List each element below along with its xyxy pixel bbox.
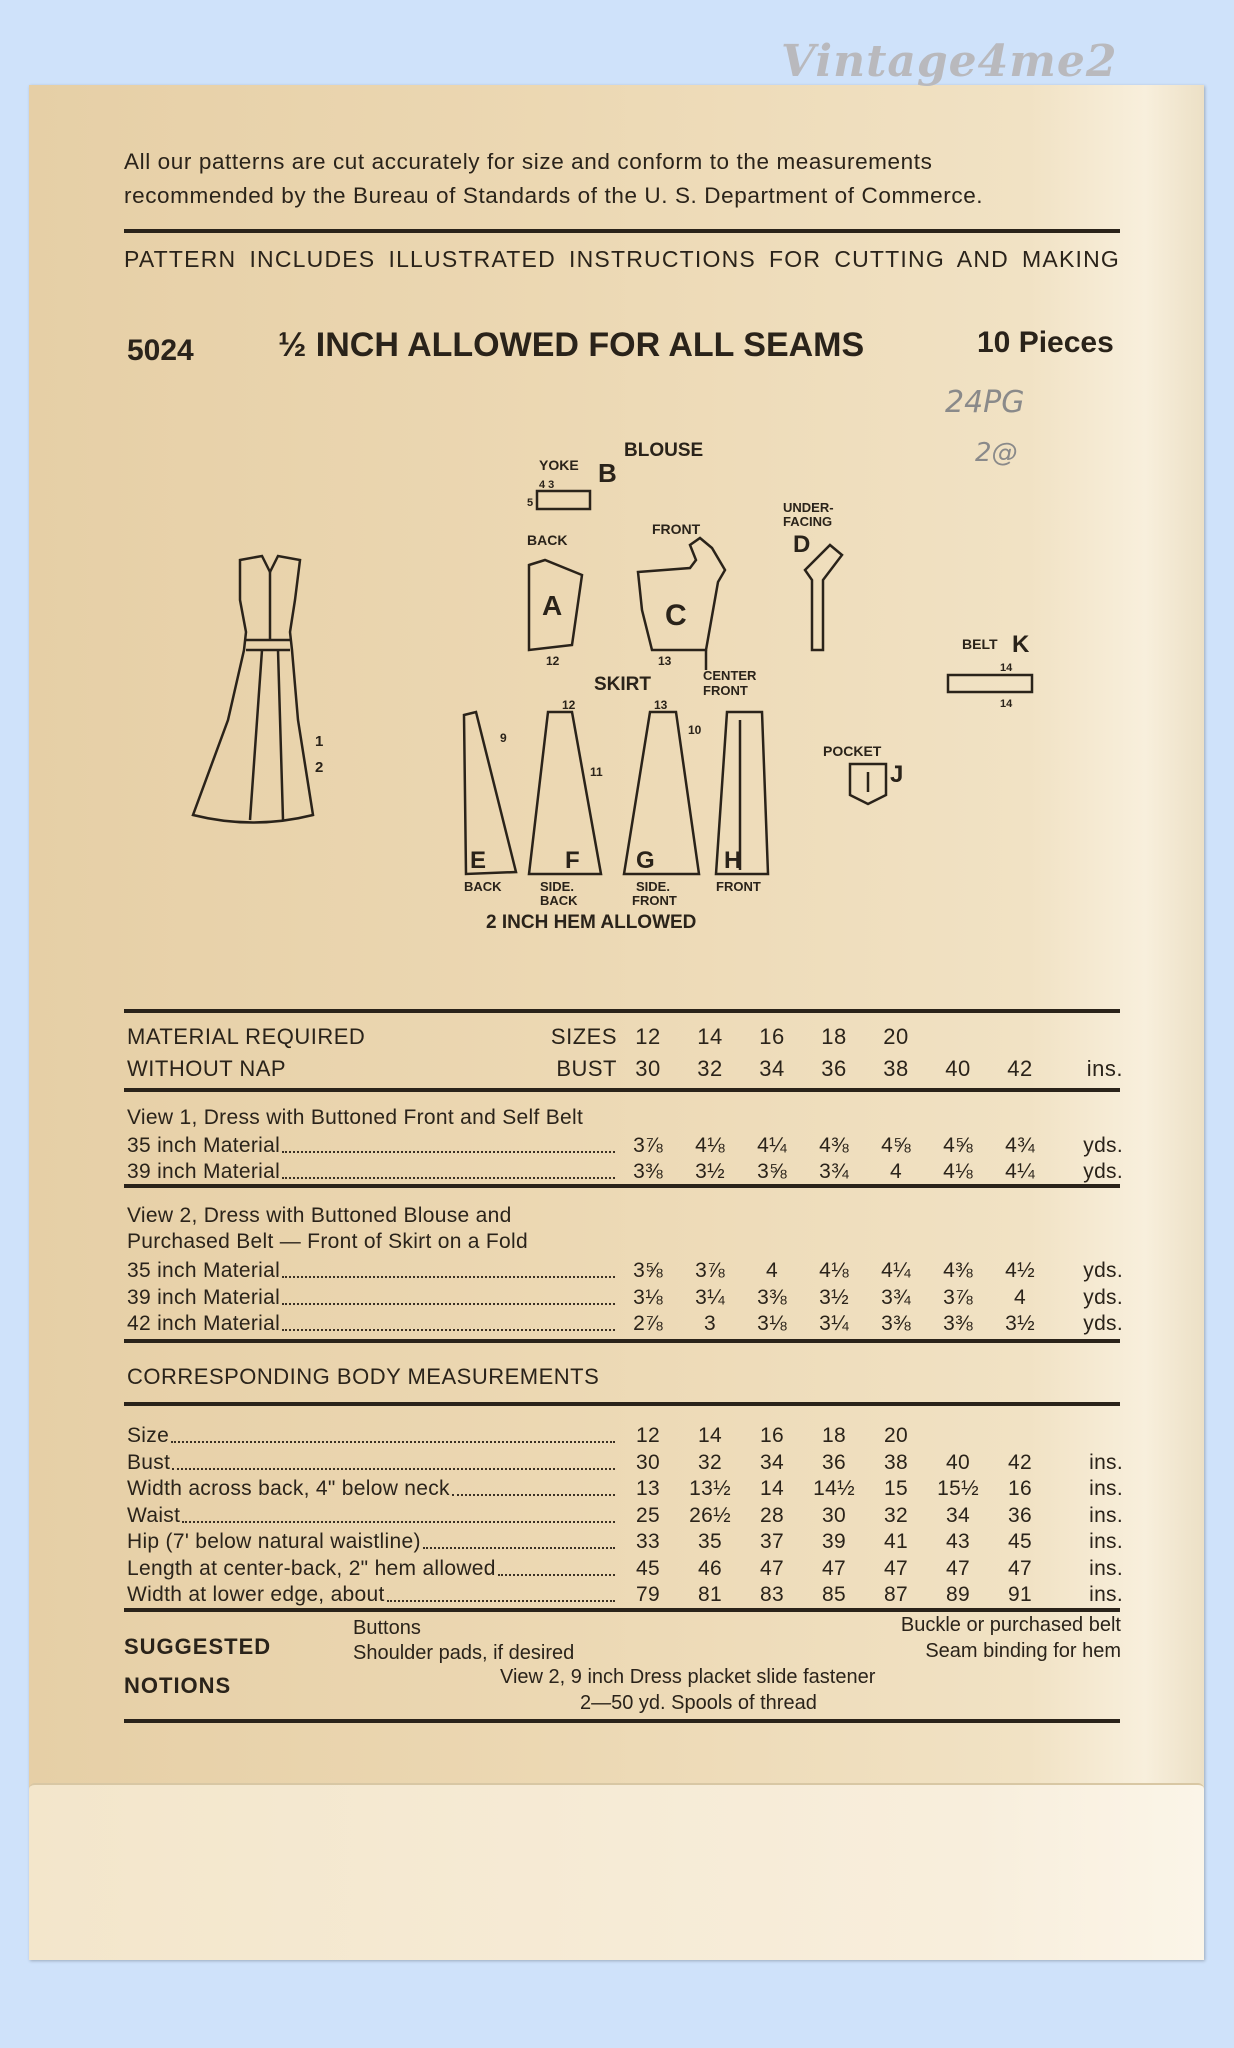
notch-number: 12: [546, 654, 560, 668]
leader-dots: [282, 1177, 615, 1179]
leader-dots: [423, 1547, 615, 1549]
piece-letter: J: [890, 761, 904, 788]
view-title: Purchased Belt — Front of Skirt on a Fold: [127, 1230, 528, 1253]
skirt-piece-label: FRONT: [632, 893, 677, 908]
value-cell: 42: [1008, 1450, 1032, 1474]
value-cell: 32: [884, 1503, 908, 1527]
piece-count: 10 Pieces: [977, 326, 1114, 359]
bust-header-row: WITHOUT NAP BUST 30 32 34 36 38 40 42 ins.: [127, 1056, 1123, 1081]
material-row: [127, 1158, 1123, 1184]
divider: [124, 1402, 1120, 1406]
leader-dots: [282, 1303, 615, 1305]
notion-item: Shoulder pads, if desired: [353, 1642, 575, 1664]
material-title: MATERIAL REQUIRED: [127, 1024, 366, 1049]
piece-letter: H: [724, 847, 742, 874]
measurement-row: [127, 1422, 1123, 1448]
value-cell: 81: [698, 1583, 722, 1606]
center-front-label: CENTER: [703, 668, 757, 683]
unit: ins.: [1089, 1477, 1123, 1500]
front-label: FRONT: [652, 521, 701, 537]
notion-item: Seam binding for hem: [925, 1640, 1121, 1662]
measurement-row: [127, 1581, 1123, 1607]
piece-letter: E: [470, 847, 487, 874]
notion-item: 2—50 yd. Spools of thread: [580, 1692, 817, 1714]
notch-number: 14: [1000, 662, 1013, 674]
value-cell: 33: [636, 1530, 660, 1553]
envelope-flap: [29, 1783, 1204, 1960]
underfacing-label: UNDER-: [783, 500, 834, 515]
divider: [124, 1184, 1120, 1188]
center-front-label: FRONT: [703, 683, 748, 698]
notion-item: View 2, 9 inch Dress placket slide fastener: [500, 1666, 876, 1688]
value-cell: 89: [946, 1583, 970, 1606]
sizes-label: SIZES: [550, 1024, 617, 1049]
row-label: Waist: [127, 1503, 181, 1527]
piece-letter: D: [793, 531, 811, 558]
value-cell: 4½: [1005, 1259, 1035, 1282]
underfacing-piece-d: [805, 545, 842, 650]
unit: ins.: [1089, 1503, 1123, 1527]
view-title: View 2, Dress with Buttoned Blouse and: [127, 1204, 512, 1227]
notch-number: 14: [1000, 698, 1013, 710]
piece-letter: C: [665, 599, 687, 632]
pocket-piece-j: [850, 764, 886, 804]
notch-number: 10: [688, 723, 702, 737]
material-row: [127, 1257, 1123, 1283]
pattern-number: 5024: [127, 334, 194, 367]
value-cell: 28: [760, 1503, 784, 1527]
value-cell: 4⅜: [943, 1259, 973, 1282]
value-cell: 39: [822, 1530, 846, 1553]
value-cell: 4¼: [1005, 1160, 1035, 1183]
pencil-note: 2@: [975, 438, 1018, 468]
unit: ins.: [1089, 1450, 1123, 1474]
notch-number: 9: [500, 731, 507, 745]
value-cell: 13½: [689, 1477, 731, 1500]
value-cell: 30: [636, 1450, 660, 1474]
back-label: BACK: [527, 532, 568, 548]
value-cell: 4¼: [757, 1134, 787, 1157]
divider: [124, 1339, 1120, 1343]
value-cell: 47: [884, 1556, 908, 1580]
underfacing-label: FACING: [783, 514, 833, 529]
pocket-label: POCKET: [823, 743, 882, 759]
measurement-row: [127, 1502, 1123, 1528]
unit: ins.: [1089, 1583, 1123, 1606]
divider: [124, 1088, 1120, 1092]
divider: [124, 1608, 1120, 1612]
view-title: View 1, Dress with Buttoned Front and Self Belt: [127, 1106, 584, 1129]
value-cell: 18: [822, 1424, 846, 1447]
value-cell: 4⅛: [943, 1160, 973, 1183]
value-cell: 3¾: [819, 1160, 849, 1183]
value-cell: 4⅝: [943, 1134, 973, 1157]
row-label: Width at lower edge, about: [127, 1583, 385, 1606]
value-cell: 14½: [813, 1477, 855, 1500]
material-row: [127, 1310, 1123, 1336]
piece-letter: B: [598, 458, 617, 488]
notions-title: NOTIONS: [124, 1673, 232, 1698]
value-cell: 79: [636, 1583, 660, 1606]
value-cell: 15: [884, 1477, 908, 1500]
yoke-label: YOKE: [539, 457, 579, 473]
sizes-header-row: MATERIAL REQUIRED SIZES 12 14 16 18 20: [127, 1024, 909, 1049]
unit: yds.: [1083, 1312, 1123, 1335]
front-piece-c: [638, 538, 725, 650]
watermark-logo: Vintage4me2: [781, 36, 1118, 87]
value-cell: 83: [760, 1583, 784, 1606]
value-cell: 45: [1008, 1530, 1032, 1553]
value-cell: 2⅞: [633, 1312, 663, 1335]
value-cell: 35: [698, 1530, 722, 1553]
intro-line-2: recommended by the Bureau of Standards of the U. S. Department of Commerce.: [124, 183, 984, 208]
value-cell: 4: [890, 1160, 902, 1183]
leader-dots: [387, 1600, 615, 1602]
value-cell: 32: [698, 1450, 722, 1474]
value-cell: 3½: [695, 1160, 725, 1183]
notch-number: 12: [562, 698, 576, 712]
value-cell: 3⅝: [633, 1259, 663, 1282]
skirt-piece-label: BACK: [464, 879, 502, 894]
leader-dots: [182, 1521, 615, 1523]
row-label: 35 inch Material: [127, 1134, 281, 1157]
row-label: Length at center-back, 2" hem allowed: [127, 1556, 496, 1580]
value-cell: 4: [1014, 1286, 1026, 1309]
piece-letter: A: [542, 590, 563, 621]
value-cell: 16: [1008, 1477, 1032, 1500]
notch-number: 11: [590, 765, 603, 779]
skirt-label: SKIRT: [594, 674, 651, 695]
value-cell: 14: [698, 1424, 722, 1447]
skirt-piece-label: BACK: [540, 893, 578, 908]
skirt-piece-label: FRONT: [716, 879, 761, 894]
value-cell: 46: [698, 1556, 722, 1580]
value-cell: 87: [884, 1583, 908, 1606]
intro-line-1: All our patterns are cut accurately for size and conform to the measurements: [124, 149, 933, 174]
value-cell: 47: [760, 1556, 784, 1580]
value-cell: 37: [760, 1530, 784, 1553]
notions-title: SUGGESTED: [124, 1634, 272, 1659]
yoke-piece: [537, 491, 590, 509]
value-cell: 38: [884, 1450, 908, 1474]
notion-item: Buckle or purchased belt: [900, 1614, 1121, 1636]
value-cell: 3⅜: [943, 1312, 973, 1335]
unit: yds.: [1083, 1286, 1123, 1309]
value-cell: 3⅝: [757, 1160, 787, 1183]
hem-label: 2 INCH HEM ALLOWED: [486, 912, 697, 933]
value-cell: 85: [822, 1583, 846, 1606]
value-cell: 3: [704, 1312, 716, 1335]
bust-label: BUST: [556, 1056, 617, 1081]
leader-dots: [452, 1494, 615, 1496]
material-title: WITHOUT NAP: [127, 1056, 287, 1081]
unit: yds.: [1083, 1160, 1123, 1183]
material-row: [127, 1132, 1123, 1158]
value-cell: 34: [946, 1503, 970, 1527]
divider: [124, 1719, 1120, 1723]
leader-dots: [282, 1329, 615, 1331]
value-cell: 14: [760, 1477, 784, 1500]
value-cell: 25: [636, 1503, 660, 1527]
notch-number: 13: [658, 654, 672, 668]
value-cell: 26½: [689, 1503, 731, 1527]
unit: yds.: [1083, 1134, 1123, 1157]
unit: ins.: [1089, 1530, 1123, 1553]
belt-piece-k: [948, 675, 1032, 692]
row-label: Bust: [127, 1450, 171, 1474]
value-cell: 3½: [1005, 1312, 1035, 1335]
measurement-row: [127, 1528, 1123, 1554]
skirt-piece-label: SIDE.: [540, 879, 574, 894]
piece-letter: K: [1012, 631, 1030, 658]
seam-allowance: ½ INCH ALLOWED FOR ALL SEAMS: [278, 326, 865, 364]
value-cell: 3¾: [881, 1286, 911, 1309]
leader-dots: [282, 1151, 615, 1153]
row-label: Hip (7' below natural waistline): [127, 1530, 421, 1553]
value-cell: 3⅞: [695, 1259, 725, 1282]
value-cell: 30: [822, 1503, 846, 1527]
value-cell: 4⅜: [819, 1134, 849, 1157]
value-cell: 3⅜: [757, 1286, 787, 1309]
notch-number: 4 3: [539, 479, 555, 491]
value-cell: 3⅞: [633, 1134, 663, 1157]
value-cell: 40: [946, 1450, 970, 1474]
leader-dots: [282, 1276, 615, 1278]
unit: yds.: [1083, 1259, 1123, 1282]
row-label: 42 inch Material: [127, 1312, 281, 1335]
value-cell: 47: [946, 1556, 970, 1580]
row-label: 39 inch Material: [127, 1286, 281, 1309]
instructions-note: PATTERN INCLUDES ILLUSTRATED INSTRUCTIONS FOR CUTTING AND MAKING: [124, 246, 1120, 272]
leader-dots: [498, 1574, 615, 1576]
value-cell: 4: [766, 1259, 778, 1282]
value-cell: 43: [946, 1530, 970, 1553]
value-cell: 20: [884, 1424, 908, 1447]
value-cell: 47: [822, 1556, 846, 1580]
pencil-note: 24PG: [945, 385, 1025, 420]
measurement-row: [127, 1449, 1123, 1475]
measurement-row: [127, 1475, 1123, 1501]
value-cell: 15½: [937, 1477, 979, 1500]
pattern-pieces-diagram: [0, 0, 1234, 1000]
dress-sketch: [193, 556, 313, 823]
value-cell: 12: [636, 1424, 660, 1447]
value-cell: 36: [1008, 1503, 1032, 1527]
measurement-row: [127, 1555, 1123, 1581]
value-cell: 41: [884, 1530, 908, 1553]
material-row: [127, 1284, 1123, 1310]
value-cell: 4¾: [1005, 1134, 1035, 1157]
body-measurements-title: CORRESPONDING BODY MEASUREMENTS: [127, 1364, 600, 1389]
value-cell: 45: [636, 1556, 660, 1580]
divider: [124, 1009, 1120, 1013]
value-cell: 4⅝: [881, 1134, 911, 1157]
value-cell: 4⅛: [695, 1134, 725, 1157]
value-cell: 91: [1008, 1583, 1032, 1606]
value-cell: 47: [1008, 1556, 1032, 1580]
value-cell: 3¼: [695, 1286, 725, 1309]
notch-number: 5: [527, 497, 534, 509]
value-cell: 3⅛: [757, 1312, 787, 1335]
value-cell: 3¼: [819, 1312, 849, 1335]
row-label: Size: [127, 1424, 170, 1447]
belt-label: BELT: [962, 636, 998, 652]
value-cell: 16: [760, 1424, 784, 1447]
row-label: 39 inch Material: [127, 1160, 281, 1183]
value-cell: 13: [636, 1477, 660, 1500]
notion-item: Buttons: [353, 1617, 421, 1639]
piece-letter: G: [636, 847, 655, 874]
unit: ins.: [1089, 1556, 1123, 1580]
value-cell: 3⅛: [633, 1286, 663, 1309]
blouse-label: BLOUSE: [624, 440, 704, 461]
value-cell: 4¼: [881, 1259, 911, 1282]
view-number: 2: [315, 759, 324, 776]
value-cell: 36: [822, 1450, 846, 1474]
piece-letter: F: [565, 847, 580, 874]
value-cell: 4⅛: [819, 1259, 849, 1282]
skirt-piece-label: SIDE.: [636, 879, 670, 894]
row-label: 35 inch Material: [127, 1259, 281, 1282]
row-label: Width across back, 4" below neck: [127, 1477, 450, 1500]
value-cell: 3⅜: [633, 1160, 663, 1183]
value-cell: 3½: [819, 1286, 849, 1309]
value-cell: 3⅜: [881, 1312, 911, 1335]
leader-dots: [171, 1441, 615, 1443]
view-number: 1: [315, 733, 324, 750]
notch-number: 13: [654, 698, 668, 712]
value-cell: 3⅞: [943, 1286, 973, 1309]
leader-dots: [172, 1468, 615, 1470]
value-cell: 34: [760, 1450, 784, 1474]
